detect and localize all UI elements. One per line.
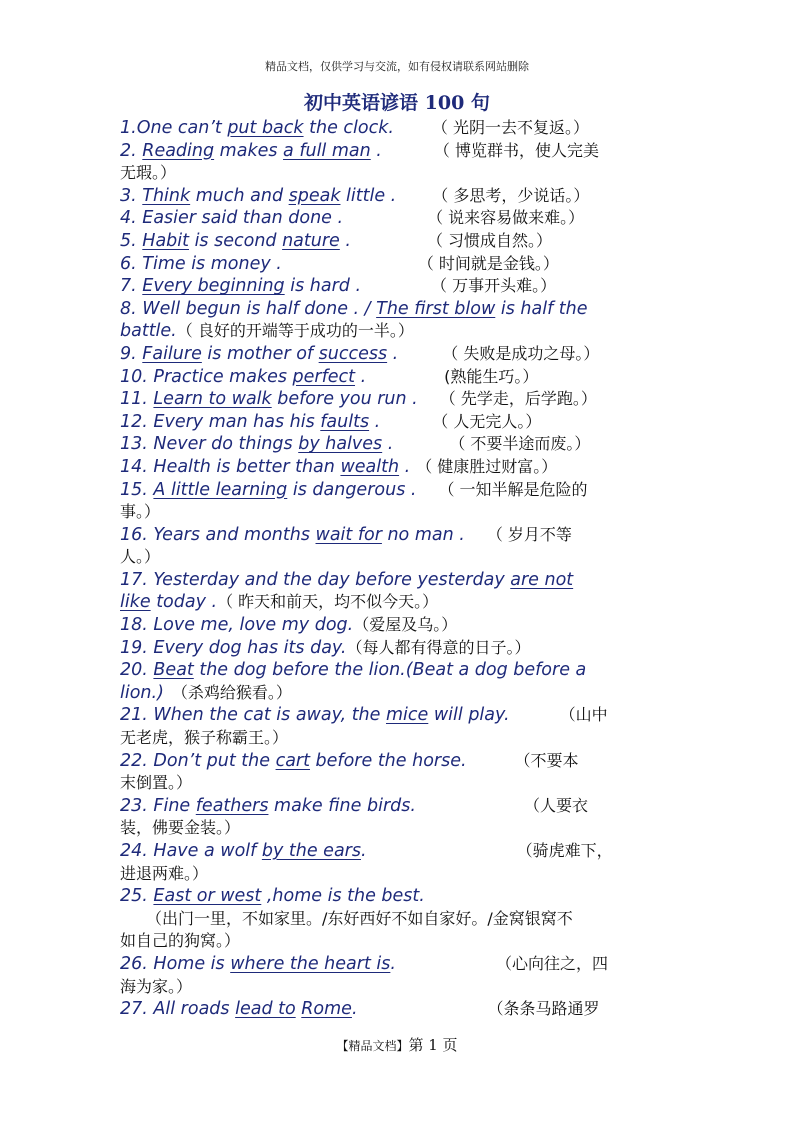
chinese-translation: （爱屋及乌。） — [353, 615, 458, 635]
proverb-line: 18. Love me, love my dog.（爱屋及乌。） — [120, 615, 458, 636]
chinese-translation: （每人都有得意的日子。） — [346, 637, 531, 657]
proverb-line: 6. Time is money . （ 时间就是金钱。） — [120, 253, 559, 274]
underlined-phrase: Rome — [301, 999, 352, 1020]
line-number: 27. — [120, 999, 148, 1020]
proverb-line: 19. Every dog has its day.（每人都有得意的日子。） — [120, 637, 531, 658]
line-number: 4. — [120, 208, 137, 229]
underlined-phrase: cart — [275, 750, 310, 771]
line-number: 9. — [120, 343, 137, 364]
line-number: 25. — [120, 886, 148, 907]
line-number: 21. — [120, 705, 148, 726]
line-number: 19. — [120, 637, 148, 658]
line-number: 14. — [120, 456, 148, 477]
proverb-line: battle.（ 良好的开端等于成功的一半。） — [120, 321, 414, 342]
underlined-phrase: The first blow — [376, 298, 496, 319]
chinese-translation: （ 博览群书，使人完美 — [433, 140, 599, 160]
line-number: 24. — [120, 841, 148, 861]
chinese-translation: （ 昨天和前天，均不似今天。） — [217, 592, 439, 612]
underlined-phrase: put back — [227, 118, 304, 138]
chinese-translation: （ 多思考，少说话。） — [432, 185, 590, 205]
chinese-translation: （ 岁月不等 — [486, 524, 572, 544]
page-number: 第 1 页 — [408, 1036, 458, 1054]
chinese-translation: （ 不要半途而废。） — [449, 434, 591, 454]
proverb-line: 15. A little learning is dangerous . （ 一知半解是危险的 — [120, 479, 588, 500]
proverb-line: 1.One can’t put back the clock. （ 光阴一去不复返。） — [120, 118, 589, 138]
proverb-line: 10. Practice makes perfect . (熟能生巧。） — [120, 366, 539, 387]
proverb-line: 7. Every beginning is hard . （ 万事开头难。） — [120, 276, 557, 297]
chinese-translation: （ 时间就是金钱。） — [417, 253, 559, 273]
underlined-phrase: faults — [320, 411, 370, 432]
footer-label: 【精品文档】 — [336, 1039, 409, 1053]
header-notice: 精品文档，仅供学习与交流，如有侵权请联系网站删除 — [265, 60, 529, 73]
chinese-translation: (熟能生巧。） — [444, 366, 539, 386]
chinese-translation: 无瑕。） — [120, 163, 177, 183]
underlined-phrase: by halves — [298, 434, 383, 455]
chinese-translation: （山中 — [559, 705, 608, 725]
underlined-phrase: Reading — [142, 140, 215, 161]
line-number: 2. — [120, 140, 137, 161]
proverb-line — [120, 976, 680, 999]
page-title: 初中英语谚语 100 句 — [304, 92, 490, 114]
chinese-translation: （ 光阴一去不复返。） — [431, 118, 589, 137]
line-number: 7. — [120, 276, 137, 297]
chinese-translation: 末倒置。） — [120, 773, 193, 793]
proverb-line — [120, 162, 680, 185]
underlined-phrase: Learn to walk — [153, 389, 272, 410]
chinese-translation: （ 人无完人。） — [432, 411, 542, 431]
proverb-line: 4. Easier said than done . （ 说来容易做来难。） — [120, 208, 585, 229]
line-number: 20. — [120, 660, 148, 681]
proverb-line — [120, 817, 680, 840]
chinese-translation: 人。） — [120, 547, 161, 567]
proverb-line — [120, 727, 680, 750]
underlined-phrase: success — [318, 343, 388, 364]
proverb-line: 11. Learn to walk before you run . （ 先学走，后学跑。） — [120, 389, 597, 410]
chinese-translation: （不要本 — [514, 750, 579, 770]
proverb-line: 20. Beat the dog before the lion.(Beat a dog before a — [120, 660, 587, 681]
proverb-line: 27. All roads lead to Rome. （条条马路通罗 — [120, 999, 600, 1020]
underlined-phrase: nature — [282, 230, 340, 251]
proverb-list — [120, 117, 680, 1021]
underlined-phrase: Think — [142, 185, 191, 206]
chinese-translation: 无老虎，猴子称霸王。） — [120, 728, 289, 748]
proverb-line: 23. Fine feathers make fine birds. （人要衣 — [120, 795, 588, 816]
line-number: 15. — [120, 479, 148, 500]
proverb-line — [120, 546, 680, 569]
underlined-phrase: A little learning — [153, 479, 288, 500]
chinese-translation: 装，佛要金装。） — [120, 818, 241, 838]
chinese-translation: （ 习惯成自然。） — [426, 230, 553, 250]
underlined-phrase: are not — [510, 569, 574, 590]
proverb-line: 26. Home is where the heart is. （心向往之，四 — [120, 953, 608, 974]
line-number: 16. — [120, 524, 148, 545]
chinese-translation: （ 失败是成功之母。） — [442, 343, 600, 363]
underlined-phrase: Beat — [153, 660, 194, 681]
chinese-translation: （骑虎难下， — [516, 841, 613, 860]
proverb-line: lion.) （杀鸡给猴看。） — [120, 682, 292, 703]
underlined-phrase: like — [120, 592, 151, 613]
line-number: 23. — [120, 795, 148, 816]
chinese-translation: 进退两难。） — [120, 863, 209, 883]
proverb-line: 3. Think much and speak little . （ 多思考，少说话。） — [120, 185, 590, 206]
proverb-line — [120, 501, 680, 524]
page-footer — [0, 1034, 794, 1055]
underlined-phrase: perfect — [292, 366, 356, 387]
proverb-line: 17. Yesterday and the day before yesterday are not — [120, 569, 574, 590]
underlined-phrase: Habit — [142, 230, 189, 251]
line-number: 11. — [120, 389, 148, 410]
proverb-line — [120, 863, 680, 886]
underlined-phrase: wait for — [315, 524, 382, 545]
chinese-translation: 海为家。） — [120, 976, 193, 996]
chinese-translation: （杀鸡给猴看。） — [171, 682, 292, 702]
proverb-line: 24. Have a wolf by the ears. （骑虎难下， — [120, 841, 613, 861]
underlined-phrase: by the ears — [261, 841, 361, 861]
chinese-translation: （ 一知半解是危险的 — [438, 479, 588, 499]
underlined-phrase: lead to — [235, 999, 296, 1020]
underlined-phrase: a full man — [283, 140, 371, 161]
line-number: 18. — [120, 615, 148, 636]
chinese-translation: （ 万事开头难。） — [431, 276, 557, 296]
underlined-phrase: Every beginning — [142, 276, 285, 297]
underlined-phrase: feathers — [195, 795, 269, 816]
line-number: 8. — [120, 298, 137, 319]
line-number: 10. — [120, 366, 148, 387]
proverb-line: 5. Habit is second nature . （ 习惯成自然。） — [120, 230, 553, 251]
underlined-phrase: Failure — [142, 343, 202, 364]
line-number: 13. — [120, 434, 148, 455]
chinese-translation: （ 良好的开端等于成功的一半。） — [176, 321, 414, 341]
chinese-translation: （ 说来容易做来难。） — [427, 208, 585, 228]
chinese-translation: （心向往之，四 — [495, 953, 608, 973]
chinese-translation: （条条马路通罗 — [487, 999, 600, 1019]
proverb-line: 25. East or west ,home is the best. — [120, 886, 425, 907]
proverb-line: 12. Every man has his faults . （ 人无完人。） — [120, 411, 542, 432]
proverb-line: 9. Failure is mother of success . （ 失败是成功之母。） — [120, 343, 600, 364]
proverb-line: 13. Never do things by halves . （ 不要半途而废。） — [120, 434, 591, 455]
underlined-phrase: wealth — [340, 456, 400, 477]
proverb-line: 22. Don’t put the cart before the horse. （不要本 — [120, 750, 579, 771]
underlined-phrase: East or west — [153, 886, 262, 907]
proverb-line: 16. Years and months wait for no man . （ 岁月不等 — [120, 524, 572, 545]
proverb-line: 21. When the cat is away, the mice will play. （山中 — [120, 705, 608, 726]
proverb-line — [120, 930, 680, 953]
proverb-line — [120, 908, 680, 931]
proverb-line: like today .（ 昨天和前天，均不似今天。） — [120, 592, 439, 613]
line-number: 1. — [120, 118, 137, 138]
proverb-line: 8. Well begun is half done . / The first blow is half the — [120, 298, 588, 319]
underlined-phrase: mice — [385, 705, 429, 726]
chinese-translation: （ 健康胜过财富。） — [416, 456, 558, 476]
line-number: 3. — [120, 185, 137, 206]
proverb-line: 14. Health is better than wealth . （ 健康胜过财富。） — [120, 456, 558, 477]
underlined-phrase: speak — [288, 185, 341, 206]
chinese-translation: （出门一里，不如家里。/东好西好不如自家好。/金窝银窝不 — [146, 908, 573, 928]
proverb-line — [120, 772, 680, 795]
line-number: 26. — [120, 953, 148, 974]
chinese-translation: （ 先学走，后学跑。） — [439, 389, 597, 409]
line-number: 5. — [120, 230, 137, 251]
proverb-line: 2. Reading makes a full man . （ 博览群书，使人完美 — [120, 140, 599, 161]
chinese-translation: 事。） — [120, 502, 161, 522]
line-number: 22. — [120, 750, 148, 771]
chinese-translation: （人要衣 — [523, 795, 588, 815]
line-number: 6. — [120, 253, 137, 274]
chinese-translation: 如自己的狗窝。） — [120, 931, 241, 951]
underlined-phrase: where the heart is — [230, 953, 391, 974]
line-number: 12. — [120, 411, 148, 432]
line-number: 17. — [120, 569, 148, 590]
